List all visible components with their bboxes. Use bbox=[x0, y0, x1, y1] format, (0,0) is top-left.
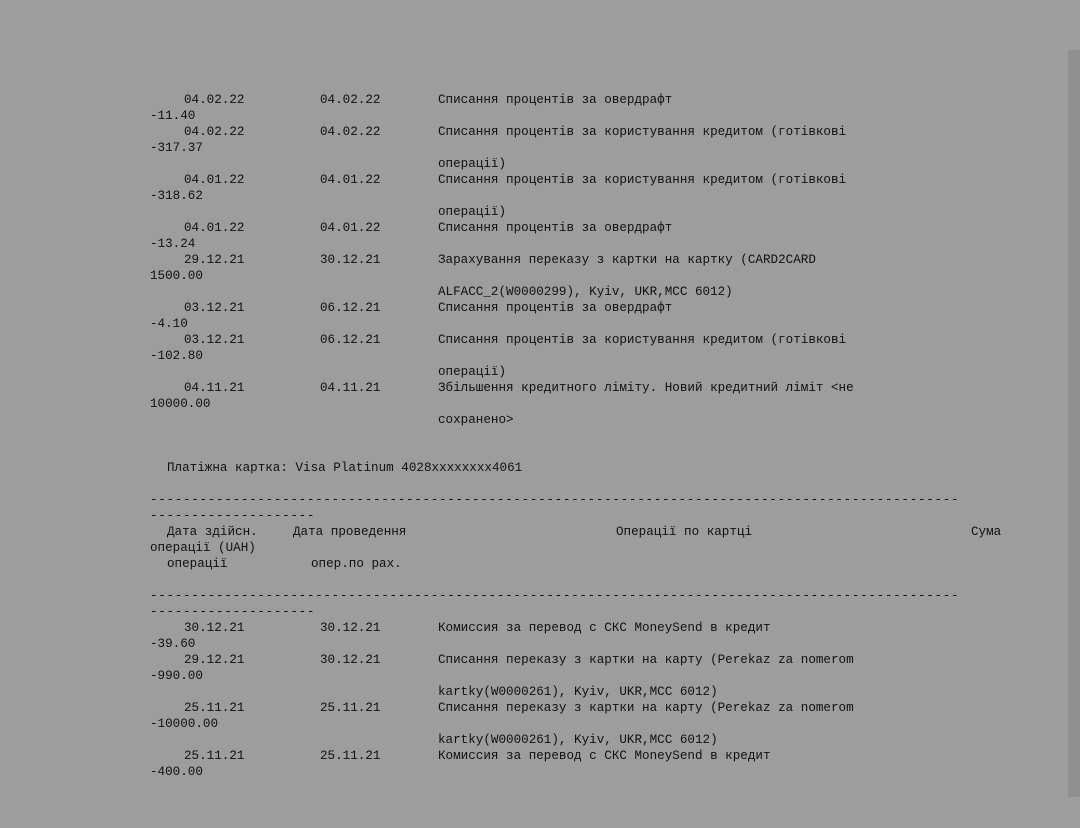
transaction-description: Комиссия за перевод с СКС MoneySend в кредит bbox=[438, 749, 771, 763]
transaction-date: 04.02.22 bbox=[184, 125, 245, 139]
transaction-date: 29.12.21 bbox=[184, 653, 245, 667]
table-row bbox=[150, 332, 1050, 348]
table-row bbox=[150, 124, 1050, 140]
table-row bbox=[150, 300, 1050, 316]
header-amount: Сума bbox=[971, 525, 1002, 539]
separator-line: -------------------------------------------------------------------------------------------------- bbox=[150, 589, 960, 603]
header-posting-date-2: опер.по рах. bbox=[311, 557, 402, 571]
transaction-amount: 10000.00 bbox=[150, 397, 211, 411]
transaction-description: Списання процентів за овердрафт bbox=[438, 93, 673, 107]
table-row bbox=[150, 220, 1050, 236]
transaction-amount: -400.00 bbox=[150, 765, 203, 779]
transaction-amount: -4.10 bbox=[150, 317, 188, 331]
posting-date: 04.02.22 bbox=[320, 125, 381, 139]
posting-date: 06.12.21 bbox=[320, 301, 381, 315]
transaction-amount: -318.62 bbox=[150, 189, 203, 203]
transaction-amount: -102.80 bbox=[150, 349, 203, 363]
transaction-description: Списання процентів за користування кредитом (готівкові bbox=[438, 125, 847, 139]
posting-date: 30.12.21 bbox=[320, 253, 381, 267]
vertical-scrollbar[interactable] bbox=[1068, 50, 1080, 797]
header-transaction-date: Дата здійсн. bbox=[167, 525, 258, 539]
table-row bbox=[150, 620, 1050, 636]
transaction-description: Списання процентів за овердрафт bbox=[438, 301, 673, 315]
table-row bbox=[150, 380, 1050, 396]
description-continuation: сохранено> bbox=[438, 413, 514, 427]
posting-date: 30.12.21 bbox=[320, 621, 381, 635]
transaction-amount: 1500.00 bbox=[150, 269, 203, 283]
transaction-amount: -10000.00 bbox=[150, 717, 219, 731]
header-operations: Операції по картці bbox=[616, 525, 753, 539]
transaction-description: Збільшення кредитного ліміту. Новий кредитний ліміт <не bbox=[438, 381, 854, 395]
header-transaction-date-2: операції bbox=[167, 557, 228, 571]
transaction-date: 29.12.21 bbox=[184, 253, 245, 267]
transaction-description: Списання процентів за користування кредитом (готівкові bbox=[438, 333, 847, 347]
transaction-date: 25.11.21 bbox=[184, 701, 245, 715]
transaction-description: Списання переказу з картки на карту (Perekaz za nomerom bbox=[438, 701, 854, 715]
transaction-date: 04.01.22 bbox=[184, 173, 245, 187]
header-posting-date: Дата проведення bbox=[293, 525, 407, 539]
transaction-list-2 bbox=[150, 620, 1050, 780]
transaction-amount: -317.37 bbox=[150, 141, 203, 155]
description-continuation: kartky(W0000261), Kyiv, UKR,MCC 6012) bbox=[438, 733, 718, 747]
separator-line-tail: -------------------- bbox=[150, 605, 316, 619]
table-header bbox=[150, 524, 1050, 572]
transaction-description: Зарахування переказу з картки на картку (CARD2CARD bbox=[438, 253, 816, 267]
card-label: Платіжна картка: Visa Platinum 4028xxxxxxxx4061 bbox=[167, 461, 523, 475]
description-continuation: ALFACC_2(W0000299), Kyiv, UKR,MCC 6012) bbox=[438, 285, 733, 299]
statement-document bbox=[150, 92, 1050, 780]
table-row bbox=[150, 252, 1050, 268]
transaction-date: 04.11.21 bbox=[184, 381, 245, 395]
table-row bbox=[150, 748, 1050, 764]
transaction-date: 03.12.21 bbox=[184, 333, 245, 347]
transaction-date: 04.01.22 bbox=[184, 221, 245, 235]
transaction-description: Списання процентів за овердрафт bbox=[438, 221, 673, 235]
posting-date: 04.01.22 bbox=[320, 221, 381, 235]
posting-date: 04.01.22 bbox=[320, 173, 381, 187]
table-row bbox=[150, 700, 1050, 716]
description-continuation: операції) bbox=[438, 157, 507, 171]
transaction-date: 30.12.21 bbox=[184, 621, 245, 635]
transaction-description: Комиссия за перевод с СКС MoneySend в кредит bbox=[438, 621, 771, 635]
transaction-date: 03.12.21 bbox=[184, 301, 245, 315]
transaction-amount: -11.40 bbox=[150, 109, 196, 123]
transaction-amount: -13.24 bbox=[150, 237, 196, 251]
transaction-date: 04.02.22 bbox=[184, 93, 245, 107]
table-row bbox=[150, 92, 1050, 108]
description-continuation: операції) bbox=[438, 365, 507, 379]
description-continuation: операції) bbox=[438, 205, 507, 219]
header-amount-currency: операції (UAH) bbox=[150, 541, 256, 555]
transaction-list-1 bbox=[150, 92, 1050, 428]
posting-date: 04.11.21 bbox=[320, 381, 381, 395]
transaction-description: Списання переказу з картки на карту (Perekaz za nomerom bbox=[438, 653, 854, 667]
posting-date: 06.12.21 bbox=[320, 333, 381, 347]
posting-date: 04.02.22 bbox=[320, 93, 381, 107]
separator-line-tail: -------------------- bbox=[150, 509, 316, 523]
transaction-amount: -39.60 bbox=[150, 637, 196, 651]
transaction-date: 25.11.21 bbox=[184, 749, 245, 763]
table-row bbox=[150, 172, 1050, 188]
separator-line: -------------------------------------------------------------------------------------------------- bbox=[150, 493, 960, 507]
card-info-line bbox=[150, 460, 1050, 476]
posting-date: 25.11.21 bbox=[320, 749, 381, 763]
posting-date: 30.12.21 bbox=[320, 653, 381, 667]
transaction-description: Списання процентів за користування кредитом (готівкові bbox=[438, 173, 847, 187]
table-row bbox=[150, 652, 1050, 668]
posting-date: 25.11.21 bbox=[320, 701, 381, 715]
transaction-amount: -990.00 bbox=[150, 669, 203, 683]
description-continuation: kartky(W0000261), Kyiv, UKR,MCC 6012) bbox=[438, 685, 718, 699]
